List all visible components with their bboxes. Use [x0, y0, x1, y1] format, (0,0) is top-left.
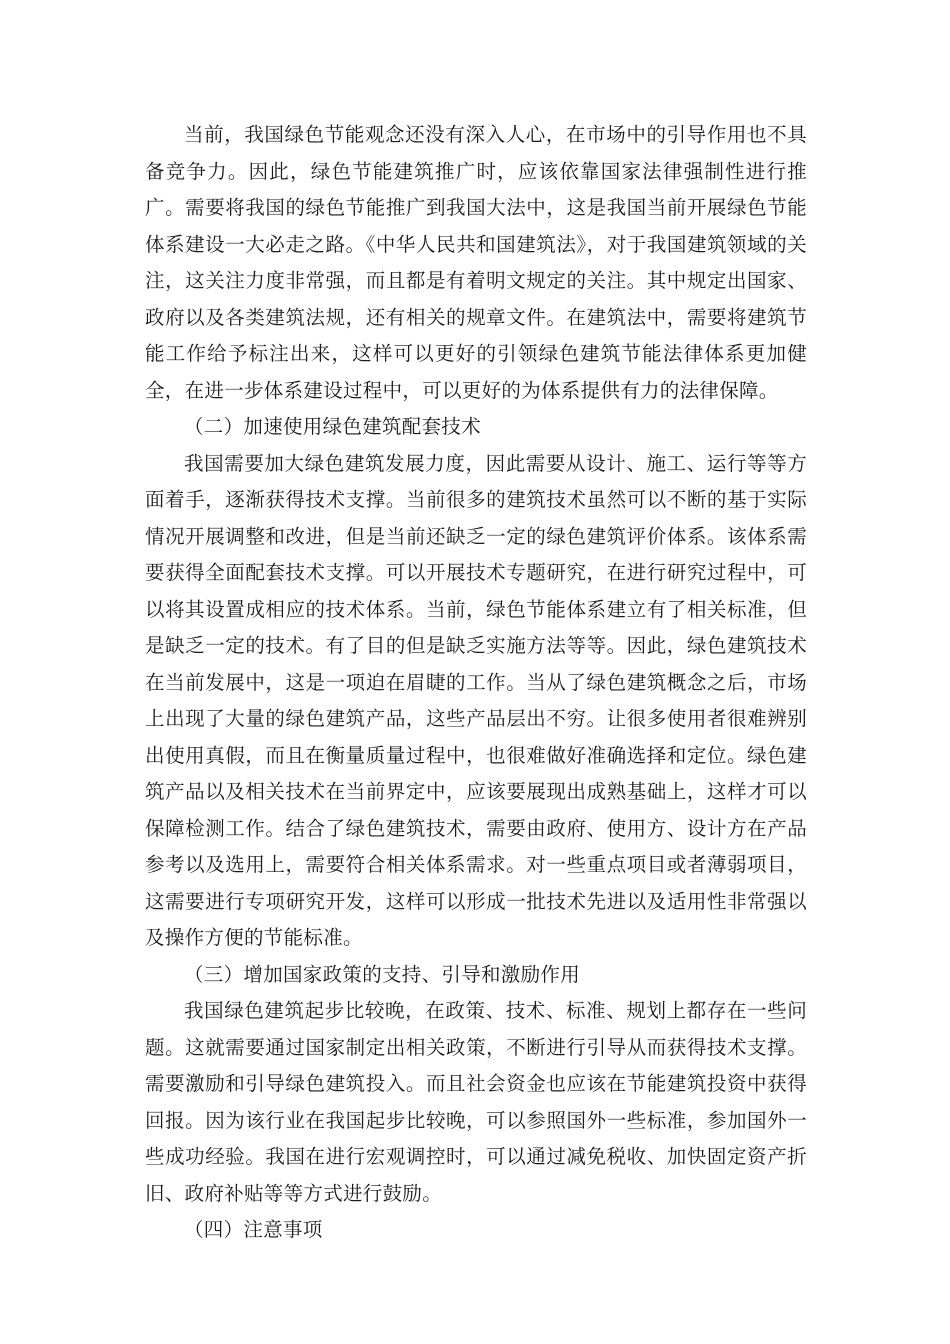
paragraph-supporting-technology: 我国需要加大绿色建筑发展力度，因此需要从设计、施工、运行等等方面着手，逐渐获得技术支撑。当前很多的建筑技术虽然可以不断的基于实际情况开展调整和改进，但是当前还缺乏一定的绿色建筑评价体系。该体系需要获得全面配套技术支撑。可以开展技术专题研究，在进行研究过程中，可以将其设置成相应的技术体系。当前，绿色节能体系建立有了相关标准，但是缺乏一定的技术。有了目的但是缺乏实施方法等等。因此，绿色建筑技术在当前发展中，这是一项迫在眉睫的工作。当从了绿色建筑概念之后，市场上出现了大量的绿色建筑产品，这些产品层出不穷。让很多使用者很难辨别出使用真假，而且在衡量质量过程中，也很难做好准确选择和定位。绿色建筑产品以及相关技术在当前界定中，应该要展现出成熟基础上，这样才可以保障检测工作。结合了绿色建筑技术，需要由政府、使用方、设计方在产品参考以及选用上，需要符合相关体系需求。对一些重点项目或者薄弱项目，这需要进行专项研究开发，这样可以形成一批技术先进以及适用性非常强以及操作方便的节能标准。 — [145, 451, 807, 949]
section-heading-3: （三）增加国家政策的支持、引导和激励作用 — [184, 962, 581, 986]
section-heading-4: （四）注意事项 — [184, 1218, 323, 1241]
paragraph-legal-promotion: 当前，我国绿色节能观念还没有深入人心，在市场中的引导作用也不具备竞争力。因此，绿色节能建筑推广时，应该依靠国家法律强制性进行推广。需要将我国的绿色节能推广到我国大法中，这是我国当前开展绿色节能体系建设一大必走之路。《中华人民共和国建筑法》，对于我国建筑领域的关注，这关注力度非常强，而且都是有着明文规定的关注。其中规定出国家、政府以及各类建筑法规，还有相关的规章文件。在建筑法中，需要将建筑节能工作给予标注出来，这样可以更好的引领绿色建筑节能法律体系更加健全，在进一步体系建设过程中，可以更好的为体系提供有力的法律保障。 — [145, 123, 807, 402]
paragraph-policy-support: 我国绿色建筑起步比较晚，在政策、技术、标准、规划上都存在一些问题。这就需要通过国家制定出相关政策，不断进行引导从而获得技术支撑。需要激励和引导绿色建筑投入。而且社会资金也应该在节能建筑投资中获得回报。因为该行业在我国起步比较晚，可以参照国外一些标准，参加国外一些成功经验。我国在进行宏观调控时，可以通过减免税收、加快固定资产折旧、政府补贴等等方式进行鼓励。 — [145, 999, 807, 1205]
document-body — [145, 117, 807, 1249]
section-heading-2: （二）加速使用绿色建筑配套技术 — [184, 415, 482, 438]
